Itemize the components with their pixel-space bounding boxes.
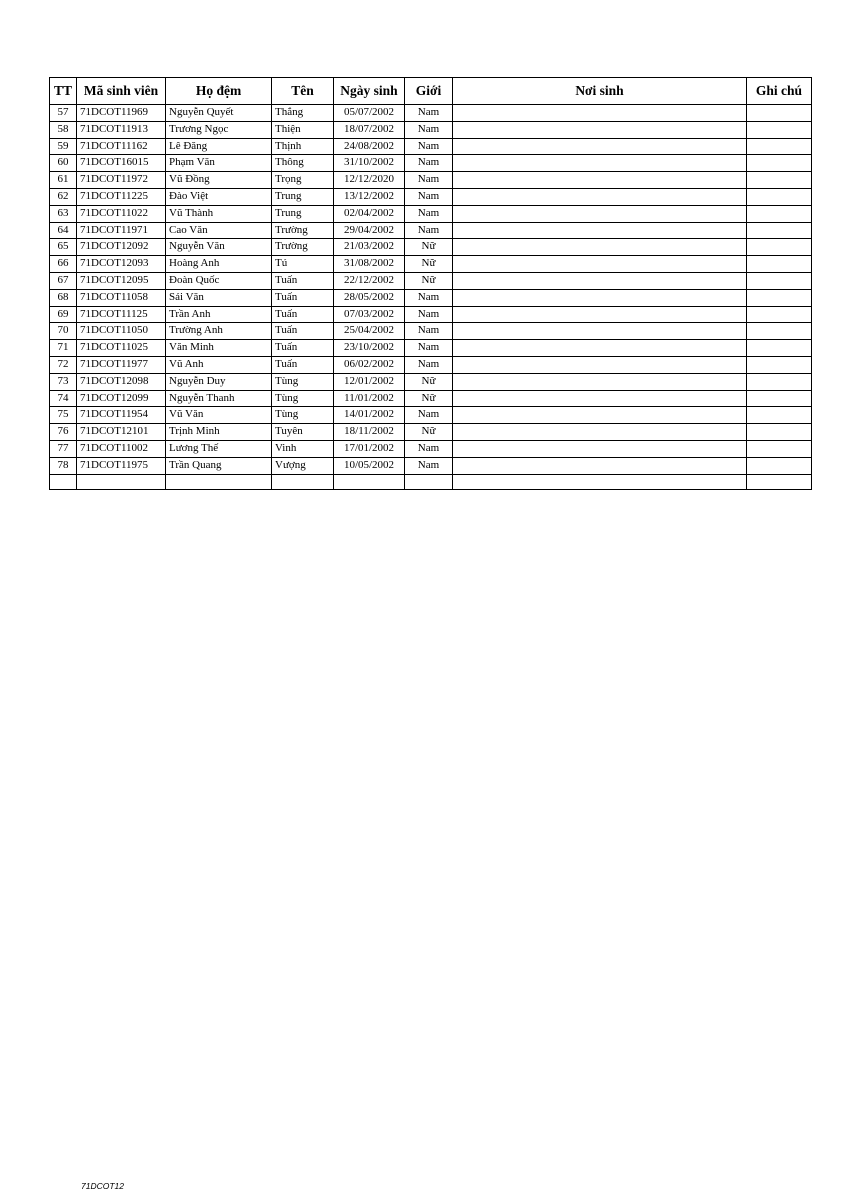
cell-ngay-sinh: 23/10/2002 bbox=[334, 340, 405, 357]
cell-ho-dem: Đoàn Quốc bbox=[166, 272, 272, 289]
cell-ten: Thắng bbox=[272, 105, 334, 122]
cell-ho-dem: Văn Minh bbox=[166, 340, 272, 357]
cell-ngay-sinh: 24/08/2002 bbox=[334, 138, 405, 155]
table-row bbox=[50, 373, 812, 390]
table-row bbox=[50, 323, 812, 340]
cell-ho-dem: Phạm Văn bbox=[166, 155, 272, 172]
cell-ten: Tuyên bbox=[272, 424, 334, 441]
cell-ho-dem: Lê Đăng bbox=[166, 138, 272, 155]
cell-noi-sinh bbox=[453, 222, 747, 239]
cell-gioi: Nam bbox=[405, 138, 453, 155]
header-tt: TT bbox=[50, 78, 77, 105]
student-roster-table bbox=[49, 77, 812, 490]
table-row bbox=[50, 272, 812, 289]
cell-student-id: 71DCOT11913 bbox=[77, 121, 166, 138]
table-row bbox=[50, 155, 812, 172]
cell-ho-dem: Vũ Thành bbox=[166, 205, 272, 222]
cell-tt: 66 bbox=[50, 256, 77, 273]
cell-ten: Tuấn bbox=[272, 340, 334, 357]
cell-ngay-sinh: 13/12/2002 bbox=[334, 188, 405, 205]
table-row bbox=[50, 222, 812, 239]
cell-ho-dem: Cao Văn bbox=[166, 222, 272, 239]
cell-ten: Tùng bbox=[272, 373, 334, 390]
cell-ghi-chu bbox=[747, 272, 812, 289]
cell-noi-sinh bbox=[453, 289, 747, 306]
cell-ten: Tuấn bbox=[272, 323, 334, 340]
cell-student-id: 71DCOT12101 bbox=[77, 424, 166, 441]
cell-ten: Tùng bbox=[272, 407, 334, 424]
cell-student-id: 71DCOT16015 bbox=[77, 155, 166, 172]
cell-noi-sinh bbox=[453, 239, 747, 256]
table-row bbox=[50, 138, 812, 155]
cell-ngay-sinh: 25/04/2002 bbox=[334, 323, 405, 340]
table-row bbox=[50, 424, 812, 441]
table-row bbox=[50, 172, 812, 189]
cell-gioi: Nam bbox=[405, 121, 453, 138]
cell-student-id: 71DCOT12099 bbox=[77, 390, 166, 407]
cell-gioi: Nữ bbox=[405, 256, 453, 273]
cell-student-id: 71DCOT11162 bbox=[77, 138, 166, 155]
table-row bbox=[50, 239, 812, 256]
table-row bbox=[50, 289, 812, 306]
cell-ten: Vượng bbox=[272, 457, 334, 474]
table-row bbox=[50, 188, 812, 205]
cell-noi-sinh bbox=[453, 407, 747, 424]
header-ma-sinh-vien: Mã sinh viên bbox=[77, 78, 166, 105]
cell-ngay-sinh bbox=[334, 474, 405, 490]
cell-noi-sinh bbox=[453, 138, 747, 155]
cell-tt: 78 bbox=[50, 457, 77, 474]
header-ten: Tên bbox=[272, 78, 334, 105]
cell-ngay-sinh: 02/04/2002 bbox=[334, 205, 405, 222]
cell-student-id: 71DCOT11025 bbox=[77, 340, 166, 357]
cell-tt bbox=[50, 474, 77, 490]
cell-gioi: Nữ bbox=[405, 272, 453, 289]
cell-ghi-chu bbox=[747, 105, 812, 122]
cell-ho-dem: Vũ Anh bbox=[166, 356, 272, 373]
cell-ghi-chu bbox=[747, 373, 812, 390]
cell-student-id: 71DCOT11125 bbox=[77, 306, 166, 323]
cell-gioi: Nam bbox=[405, 306, 453, 323]
table-row bbox=[50, 205, 812, 222]
cell-ngay-sinh: 06/02/2002 bbox=[334, 356, 405, 373]
cell-noi-sinh bbox=[453, 373, 747, 390]
cell-ghi-chu bbox=[747, 424, 812, 441]
cell-ngay-sinh: 31/10/2002 bbox=[334, 155, 405, 172]
cell-student-id: 71DCOT11969 bbox=[77, 105, 166, 122]
cell-ghi-chu bbox=[747, 155, 812, 172]
cell-ghi-chu bbox=[747, 222, 812, 239]
cell-gioi: Nam bbox=[405, 356, 453, 373]
cell-gioi: Nam bbox=[405, 155, 453, 172]
cell-ho-dem: Trịnh Minh bbox=[166, 424, 272, 441]
cell-ho-dem: Vũ Văn bbox=[166, 407, 272, 424]
header-ghi-chu: Ghi chú bbox=[747, 78, 812, 105]
table-row bbox=[50, 340, 812, 357]
cell-ghi-chu bbox=[747, 188, 812, 205]
cell-ten: Tú bbox=[272, 256, 334, 273]
cell-ghi-chu bbox=[747, 172, 812, 189]
cell-student-id: 71DCOT11971 bbox=[77, 222, 166, 239]
table-row bbox=[50, 474, 812, 490]
cell-ho-dem: Lương Thế bbox=[166, 440, 272, 457]
cell-ho-dem: Hoàng Anh bbox=[166, 256, 272, 273]
cell-ten: Tùng bbox=[272, 390, 334, 407]
cell-ten: Tuấn bbox=[272, 289, 334, 306]
cell-ngay-sinh: 05/07/2002 bbox=[334, 105, 405, 122]
header-gioi: Giới bbox=[405, 78, 453, 105]
cell-ghi-chu bbox=[747, 457, 812, 474]
cell-noi-sinh bbox=[453, 121, 747, 138]
cell-ten: Trung bbox=[272, 205, 334, 222]
cell-gioi: Nữ bbox=[405, 424, 453, 441]
cell-gioi: Nam bbox=[405, 222, 453, 239]
cell-gioi: Nữ bbox=[405, 239, 453, 256]
cell-ho-dem: Đào Việt bbox=[166, 188, 272, 205]
cell-student-id: 71DCOT11002 bbox=[77, 440, 166, 457]
cell-noi-sinh bbox=[453, 306, 747, 323]
cell-ho-dem: Trường Anh bbox=[166, 323, 272, 340]
cell-ho-dem: Vũ Đồng bbox=[166, 172, 272, 189]
table-row bbox=[50, 390, 812, 407]
cell-gioi: Nữ bbox=[405, 390, 453, 407]
cell-tt: 77 bbox=[50, 440, 77, 457]
header-ngay-sinh: Ngày sinh bbox=[334, 78, 405, 105]
cell-ho-dem bbox=[166, 474, 272, 490]
cell-ghi-chu bbox=[747, 440, 812, 457]
cell-ngay-sinh: 21/03/2002 bbox=[334, 239, 405, 256]
cell-noi-sinh bbox=[453, 205, 747, 222]
cell-ghi-chu bbox=[747, 121, 812, 138]
cell-ten: Trường bbox=[272, 239, 334, 256]
cell-gioi: Nam bbox=[405, 457, 453, 474]
header-noi-sinh: Nơi sinh bbox=[453, 78, 747, 105]
table-row bbox=[50, 457, 812, 474]
cell-tt: 70 bbox=[50, 323, 77, 340]
cell-ho-dem: Trương Ngọc bbox=[166, 121, 272, 138]
cell-student-id: 71DCOT12098 bbox=[77, 373, 166, 390]
cell-tt: 60 bbox=[50, 155, 77, 172]
cell-student-id: 71DCOT11225 bbox=[77, 188, 166, 205]
cell-student-id: 71DCOT11050 bbox=[77, 323, 166, 340]
cell-ho-dem: Nguyễn Văn bbox=[166, 239, 272, 256]
cell-gioi: Nam bbox=[405, 188, 453, 205]
cell-ghi-chu bbox=[747, 306, 812, 323]
cell-gioi: Nam bbox=[405, 323, 453, 340]
table-body bbox=[50, 105, 812, 490]
cell-ghi-chu bbox=[747, 390, 812, 407]
cell-ten: Tuấn bbox=[272, 356, 334, 373]
cell-noi-sinh bbox=[453, 457, 747, 474]
cell-noi-sinh bbox=[453, 155, 747, 172]
cell-ten: Trường bbox=[272, 222, 334, 239]
cell-ngay-sinh: 12/01/2002 bbox=[334, 373, 405, 390]
cell-gioi: Nam bbox=[405, 205, 453, 222]
cell-ngay-sinh: 18/11/2002 bbox=[334, 424, 405, 441]
cell-gioi: Nam bbox=[405, 289, 453, 306]
cell-ten: Thông bbox=[272, 155, 334, 172]
cell-ngay-sinh: 17/01/2002 bbox=[334, 440, 405, 457]
cell-tt: 74 bbox=[50, 390, 77, 407]
cell-noi-sinh bbox=[453, 424, 747, 441]
cell-tt: 61 bbox=[50, 172, 77, 189]
cell-ngay-sinh: 11/01/2002 bbox=[334, 390, 405, 407]
cell-noi-sinh bbox=[453, 272, 747, 289]
cell-tt: 59 bbox=[50, 138, 77, 155]
table-row bbox=[50, 356, 812, 373]
table-row bbox=[50, 121, 812, 138]
table-row bbox=[50, 407, 812, 424]
cell-tt: 62 bbox=[50, 188, 77, 205]
table-row bbox=[50, 440, 812, 457]
header-ho-dem: Họ đệm bbox=[166, 78, 272, 105]
cell-student-id: 71DCOT11972 bbox=[77, 172, 166, 189]
cell-student-id: 71DCOT12092 bbox=[77, 239, 166, 256]
cell-student-id: 71DCOT11954 bbox=[77, 407, 166, 424]
cell-ghi-chu bbox=[747, 289, 812, 306]
cell-ho-dem: Trần Anh bbox=[166, 306, 272, 323]
cell-tt: 68 bbox=[50, 289, 77, 306]
cell-ngay-sinh: 29/04/2002 bbox=[334, 222, 405, 239]
cell-noi-sinh bbox=[453, 356, 747, 373]
cell-ho-dem: Nguyễn Thanh bbox=[166, 390, 272, 407]
cell-student-id: 71DCOT11977 bbox=[77, 356, 166, 373]
table-row bbox=[50, 105, 812, 122]
cell-tt: 72 bbox=[50, 356, 77, 373]
cell-gioi: Nam bbox=[405, 440, 453, 457]
cell-gioi: Nam bbox=[405, 340, 453, 357]
cell-noi-sinh bbox=[453, 105, 747, 122]
cell-tt: 69 bbox=[50, 306, 77, 323]
cell-ngay-sinh: 28/05/2002 bbox=[334, 289, 405, 306]
cell-student-id: 71DCOT12093 bbox=[77, 256, 166, 273]
cell-noi-sinh bbox=[453, 323, 747, 340]
cell-gioi: Nam bbox=[405, 172, 453, 189]
cell-ten: Thiện bbox=[272, 121, 334, 138]
cell-ho-dem: Nguyễn Quyết bbox=[166, 105, 272, 122]
cell-gioi: Nam bbox=[405, 407, 453, 424]
cell-noi-sinh bbox=[453, 440, 747, 457]
cell-ghi-chu bbox=[747, 323, 812, 340]
cell-ho-dem: Nguyễn Duy bbox=[166, 373, 272, 390]
cell-ngay-sinh: 31/08/2002 bbox=[334, 256, 405, 273]
cell-ngay-sinh: 12/12/2020 bbox=[334, 172, 405, 189]
cell-ten: Tuấn bbox=[272, 272, 334, 289]
cell-tt: 67 bbox=[50, 272, 77, 289]
cell-student-id: 71DCOT11058 bbox=[77, 289, 166, 306]
cell-tt: 76 bbox=[50, 424, 77, 441]
cell-noi-sinh bbox=[453, 256, 747, 273]
cell-student-id: 71DCOT11022 bbox=[77, 205, 166, 222]
cell-ghi-chu bbox=[747, 256, 812, 273]
cell-tt: 64 bbox=[50, 222, 77, 239]
cell-noi-sinh bbox=[453, 340, 747, 357]
cell-ghi-chu bbox=[747, 356, 812, 373]
cell-ten bbox=[272, 474, 334, 490]
cell-noi-sinh bbox=[453, 172, 747, 189]
cell-ho-dem: Trần Quang bbox=[166, 457, 272, 474]
cell-tt: 58 bbox=[50, 121, 77, 138]
cell-ten: Trung bbox=[272, 188, 334, 205]
cell-ten: Vinh bbox=[272, 440, 334, 457]
footer-class-code: 71DCOT12 bbox=[81, 1181, 124, 1191]
cell-gioi bbox=[405, 474, 453, 490]
cell-student-id: 71DCOT11975 bbox=[77, 457, 166, 474]
cell-tt: 63 bbox=[50, 205, 77, 222]
cell-student-id bbox=[77, 474, 166, 490]
cell-ngay-sinh: 07/03/2002 bbox=[334, 306, 405, 323]
cell-ghi-chu bbox=[747, 474, 812, 490]
cell-ghi-chu bbox=[747, 239, 812, 256]
cell-ngay-sinh: 10/05/2002 bbox=[334, 457, 405, 474]
cell-ten: Trọng bbox=[272, 172, 334, 189]
cell-ghi-chu bbox=[747, 340, 812, 357]
cell-ghi-chu bbox=[747, 205, 812, 222]
cell-gioi: Nữ bbox=[405, 373, 453, 390]
cell-ngay-sinh: 14/01/2002 bbox=[334, 407, 405, 424]
cell-ghi-chu bbox=[747, 407, 812, 424]
cell-noi-sinh bbox=[453, 188, 747, 205]
cell-ten: Thịnh bbox=[272, 138, 334, 155]
cell-tt: 57 bbox=[50, 105, 77, 122]
cell-noi-sinh bbox=[453, 474, 747, 490]
table-row bbox=[50, 306, 812, 323]
cell-ngay-sinh: 18/07/2002 bbox=[334, 121, 405, 138]
cell-tt: 71 bbox=[50, 340, 77, 357]
table-row bbox=[50, 256, 812, 273]
cell-tt: 65 bbox=[50, 239, 77, 256]
cell-gioi: Nam bbox=[405, 105, 453, 122]
cell-ngay-sinh: 22/12/2002 bbox=[334, 272, 405, 289]
cell-ten: Tuấn bbox=[272, 306, 334, 323]
cell-student-id: 71DCOT12095 bbox=[77, 272, 166, 289]
cell-ho-dem: Sái Văn bbox=[166, 289, 272, 306]
cell-noi-sinh bbox=[453, 390, 747, 407]
cell-tt: 73 bbox=[50, 373, 77, 390]
table-header-row bbox=[50, 78, 812, 105]
cell-tt: 75 bbox=[50, 407, 77, 424]
cell-ghi-chu bbox=[747, 138, 812, 155]
